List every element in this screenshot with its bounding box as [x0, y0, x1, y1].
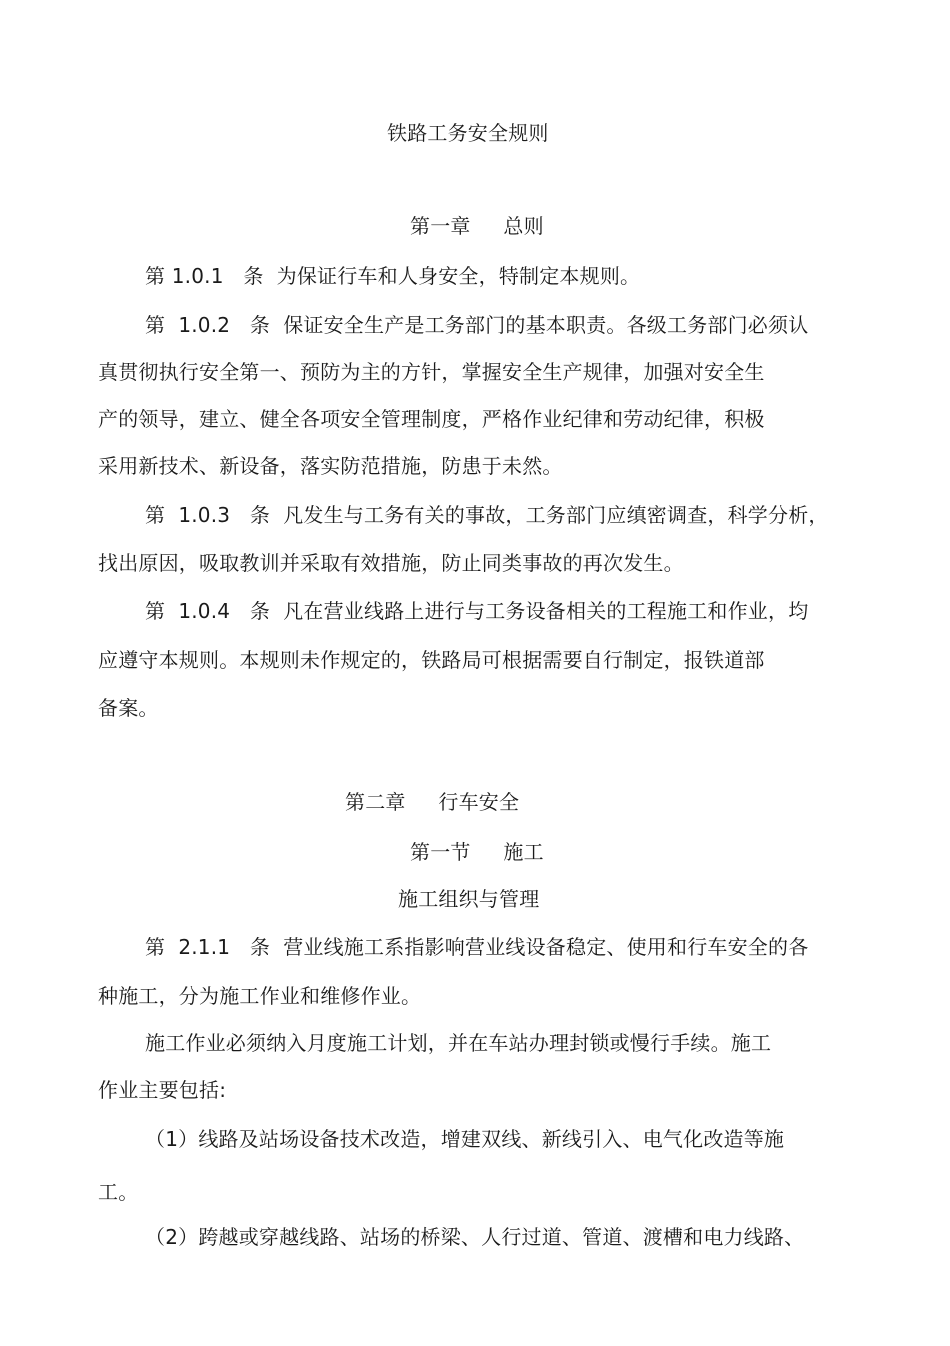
article-1-0-2-line: 采用新技术、新设备，落实防范措施，防患于未然。 — [98, 454, 563, 478]
article-2-1-1-line: 种施工，分为施工作业和维修作业。 — [98, 984, 422, 1008]
document-title: 铁路工务安全规则 — [387, 121, 549, 145]
chapter-heading: 第一章 总则 — [410, 214, 544, 238]
article-1-0-4-line: 应遵守本规则。本规则未作规定的，铁路局可根据需要自行制定，报铁道部 — [98, 648, 765, 672]
list-item-line: （2）跨越或穿越线路、站场的桥梁、人行过道、管道、渡槽和电力线路、 — [145, 1225, 805, 1249]
article-1-0-1: 第 1.0.1 条 为保证行车和人身安全，特制定本规则。 — [145, 264, 641, 288]
article-1-0-2-line: 产的领导，建立、健全各项安全管理制度，严格作业纪律和劳动纪律，积极 — [98, 407, 765, 431]
chapter-heading: 第二章 行车安全 — [345, 790, 520, 814]
list-item-line: （1）线路及站场设备技术改造，增建双线、新线引入、电气化改造等施 — [145, 1127, 785, 1151]
article-1-0-2-line: 第 1.0.2 条 保证安全生产是工务部门的基本职责。各级工务部门必须认 — [145, 313, 809, 337]
subsection-heading: 施工组织与管理 — [398, 887, 540, 911]
paragraph-line: 作业主要包括: — [98, 1078, 227, 1102]
article-1-0-2-line: 真贯彻执行安全第一、预防为主的方针，掌握安全生产规律，加强对安全生 — [98, 360, 765, 384]
article-1-0-3-line: 第 1.0.3 条 凡发生与工务有关的事故，工务部门应缜密调查，科学分析， — [145, 503, 829, 527]
article-1-0-4-line: 备案。 — [98, 696, 159, 720]
article-2-1-1-line: 第 2.1.1 条 营业线施工系指影响营业线设备稳定、使用和行车安全的各 — [145, 935, 809, 959]
paragraph-line: 施工作业必须纳入月度施工计划，并在车站办理封锁或慢行手续。施工 — [145, 1031, 772, 1055]
article-1-0-4-line: 第 1.0.4 条 凡在营业线路上进行与工务设备相关的工程施工和作业，均 — [145, 599, 809, 623]
section-heading: 第一节 施工 — [410, 840, 544, 864]
list-item-line: 工。 — [98, 1180, 139, 1204]
article-1-0-3-line: 找出原因，吸取教训并采取有效措施，防止同类事故的再次发生。 — [98, 551, 684, 575]
